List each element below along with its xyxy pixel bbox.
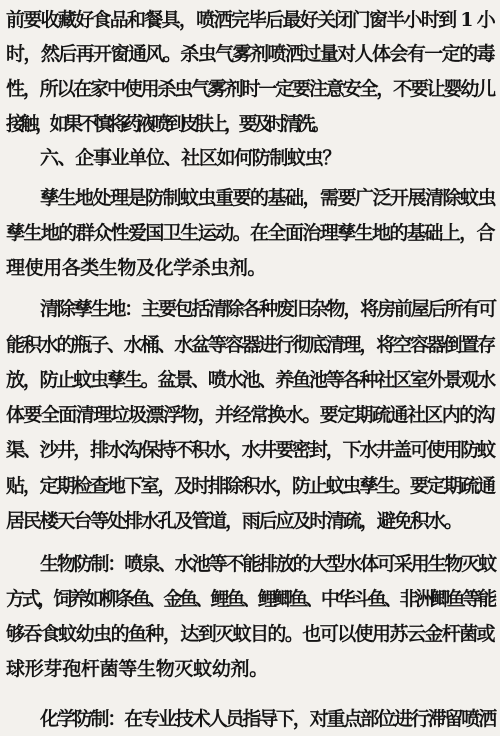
text-line: 理使用各类生物及化学杀虫剂。	[6, 257, 266, 279]
text-line: 孳生地的群众性爱国卫生运动。在全面治理孳生地的基础上，合	[6, 222, 494, 244]
text-line: 时，然后再开窗通风。杀虫气雾剂喷洒过量对人体会有一定的毒	[6, 43, 494, 65]
text-line: 能积水的瓶子、水桶、水盆等容器进行彻底清理，将空容器倒置存	[6, 334, 494, 356]
text-line: 居民楼天台等处排水孔及管道，雨后应及时清疏，避免积水。	[6, 510, 461, 532]
text-line: 方式，饲养如柳条鱼、金鱼、鲤鱼、鲤鲫鱼、中华斗鱼、非洲鲫鱼等能	[6, 588, 494, 610]
text-line: 体要全面清理垃圾漂浮物，并经常换水。要定期疏通社区内的沟	[6, 404, 494, 426]
section-heading: 六、企事业单位、社区如何防制蚊虫？	[40, 147, 340, 169]
text-line: 前要收藏好食品和餐具，喷洒完毕后最好关闭门窗半小时到 1 小	[6, 9, 494, 31]
text-line: 孳生地处理是防制蚊虫重要的基础，需要广泛开展清除蚊虫	[40, 187, 495, 209]
text-line: 渠、沙井，排水沟保持不积水，水井要密封，下水井盖可使用防蚊	[6, 439, 494, 461]
text-line: 够吞食蚊幼虫的鱼种，达到灭蚊目的。也可以使用苏云金杆菌或	[6, 623, 494, 645]
text-line: 化学防制：在专业技术人员指导下，对重点部位进行滞留喷洒	[40, 708, 495, 730]
text-line: 清除孳生地：主要包括清除各种废旧杂物，将房前屋后所有可	[40, 298, 495, 320]
text-line: 生物防制：喷泉、水池等不能排放的大型水体可采用生物灭蚊	[40, 553, 495, 575]
text-line: 接触，如果不慎将药液喷到皮肤上，要及时清洗。	[6, 113, 326, 135]
text-line: 放，防止蚊虫孳生。盆景、喷水池、养鱼池等各种社区室外景观水	[6, 369, 494, 391]
text-line: 性，所以在家中使用杀虫气雾剂时一定要注意安全，不要让婴幼儿	[6, 78, 494, 100]
text-line: 球形芽孢杆菌等生物灭蚊幼剂。	[6, 658, 268, 680]
text-line: 贴，定期检查地下室，及时排除积水，防止蚊虫孳生。要定期疏通	[6, 475, 494, 497]
